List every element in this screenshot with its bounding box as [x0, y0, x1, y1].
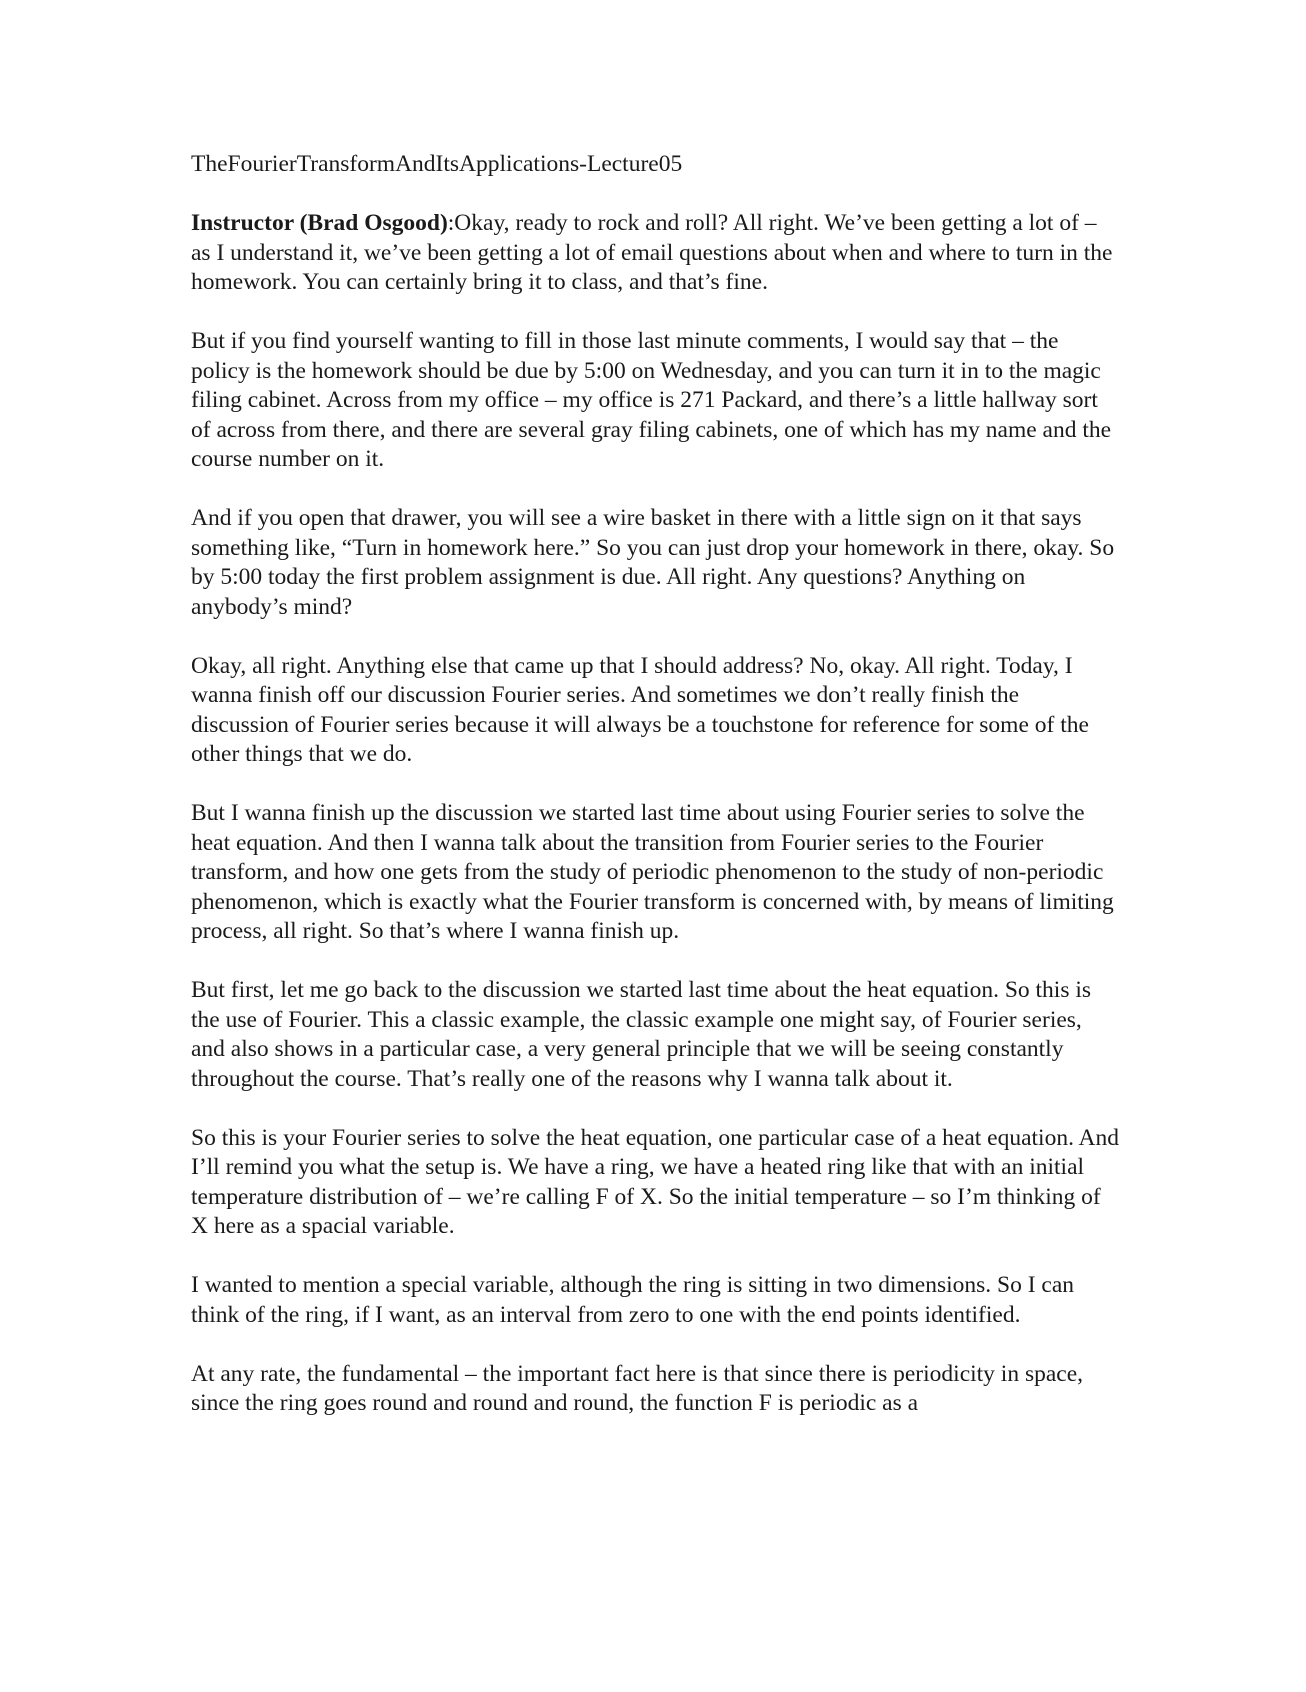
- paragraph: [191, 209, 1121, 298]
- document-body: [191, 150, 1121, 1448]
- paragraph: But if you find yourself wanting to fill in those last minute comments, I would say that – the policy is the homework should be due by 5:00 on Wednesday, and you can turn it in to the magic filing cabinet. Across from my office – my office is 271 Packard, and there’s a little hallway sort of across from there, and there are several gray filing cabinets, one of which has my name and the course number on it.: [191, 328, 1112, 472]
- paragraph: Okay, all right. Anything else that came up that I should address? No, okay. All right. Today, I wanna finish off our discussion Fourier series. And sometimes we don’t really finish the discussion of Fourier series because it will always be a touchstone for reference for some of the other things that we do.: [191, 652, 1089, 767]
- speaker-label: Instructor (Brad Osgood): [191, 210, 448, 236]
- paragraph: But first, let me go back to the discussion we started last time about the heat equation. So this is the use of Fourier. This a classic example, the classic example one might say, of Fourier series, and also shows in a particular case, a very general principle that we will be seeing constantly throughout the course. That’s really one of the reasons why I wanna talk about it.: [191, 977, 1092, 1092]
- paragraph: I wanted to mention a special variable, although the ring is sitting in two dimensions. So I can think of the ring, if I want, as an interval from zero to one with the end points identified.: [191, 1272, 1075, 1328]
- paragraph: And if you open that drawer, you will see a wire basket in there with a little sign on it that says something like, “Turn in homework here.” So you can just drop your homework in there, okay. So by 5:00 today the first problem assignment is due. All right. Any questions? Anything on anybody’s mind?: [191, 505, 1115, 620]
- document-title: TheFourierTransformAndItsApplications-Lecture05: [191, 151, 683, 177]
- paragraph: But I wanna finish up the discussion we started last time about using Fourier series to solve the heat equation. And then I wanna talk about the transition from Fourier series to the Fourier transform, and how one gets from the study of periodic phenomenon to the study of non-periodic phenomenon, which is exactly what the Fourier transform is concerned with, by means of limiting process, all right. So that’s where I wanna finish up.: [191, 800, 1114, 944]
- paragraph: So this is your Fourier series to solve the heat equation, one particular case of a heat equation. And I’ll remind you what the setup is. We have a ring, we have a heated ring like that with an initial temperature distribution of – we’re calling F of X. So the initial temperature – so I’m thinking of X here as a spacial variable.: [191, 1124, 1119, 1239]
- paragraph-text: :Okay, ready to rock and roll? All right. We’ve been getting a lot of – as I understand it, we’ve been getting a lot of email questions about when and where to turn in the homework. You can certainly bring it to class, and that’s fine.: [191, 210, 1113, 295]
- paragraph: At any rate, the fundamental – the important fact here is that since there is periodicity in space, since the ring goes round and round and round, the function F is periodic as a: [191, 1360, 1084, 1416]
